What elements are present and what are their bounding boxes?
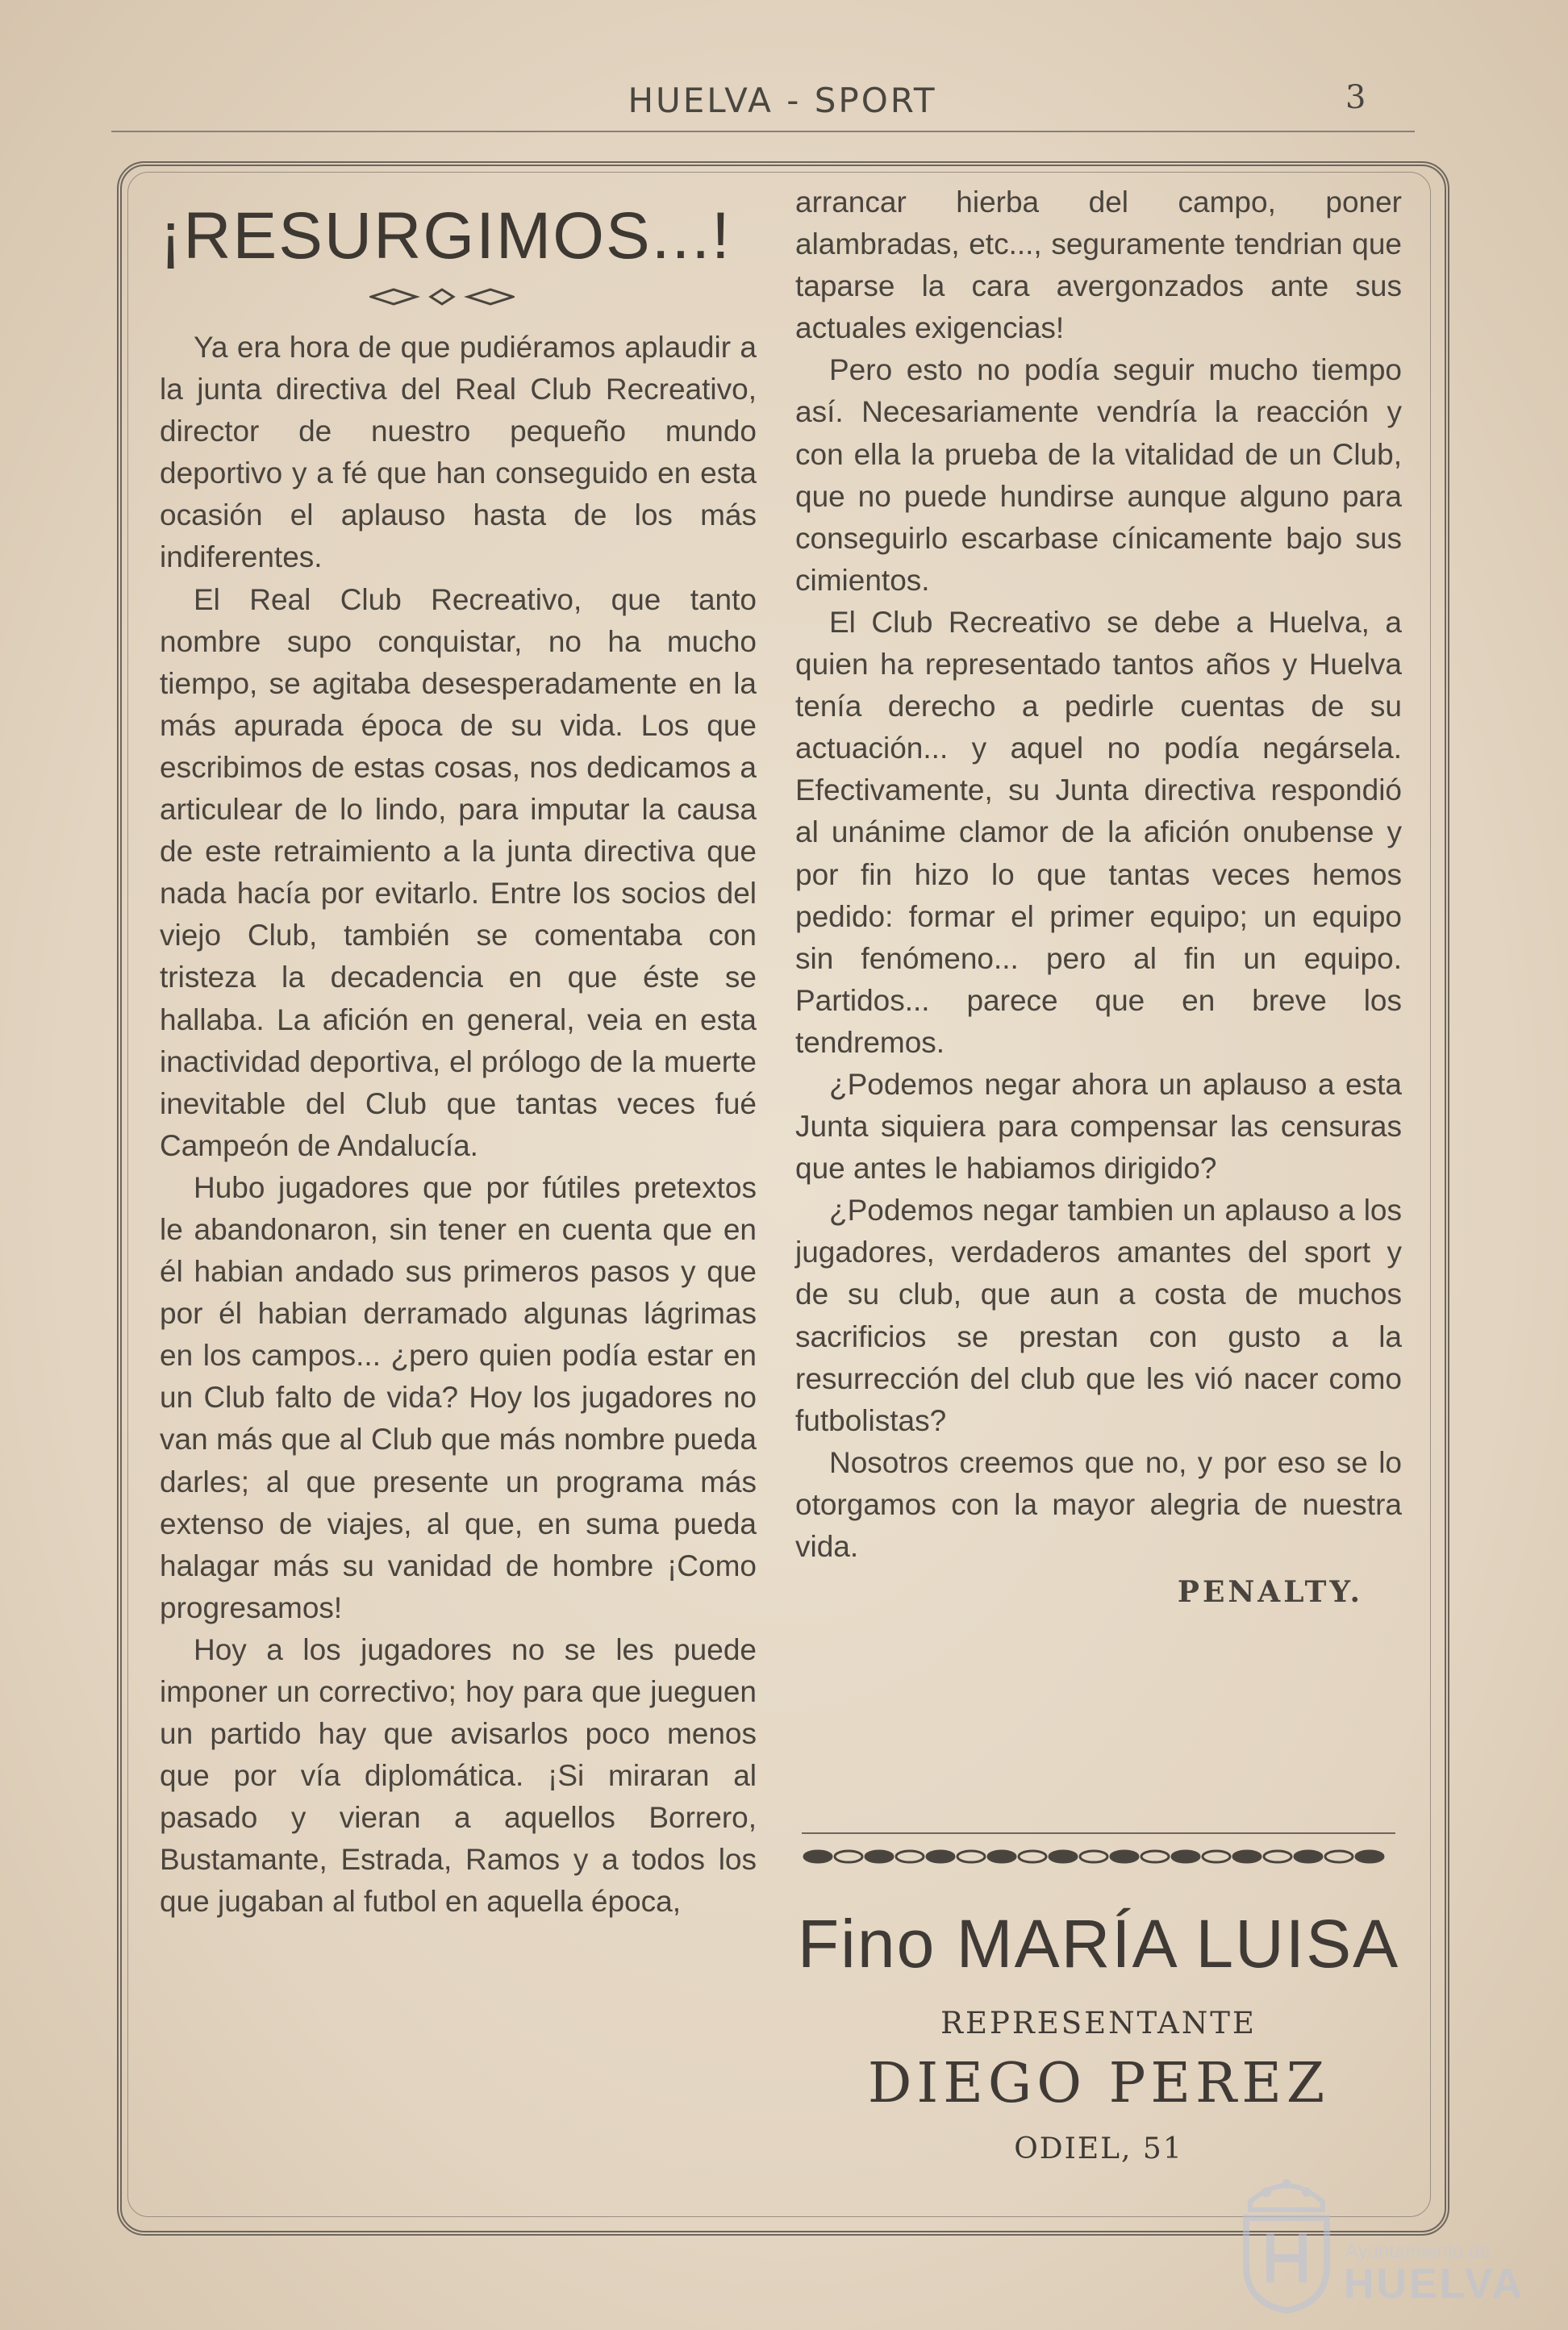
chain-link xyxy=(1233,1851,1261,1862)
chain-link xyxy=(1141,1851,1169,1862)
article-paragraph: ¿Podemos negar ahora un aplauso a esta Junta siquiera para compensar las censuras que antes le habiamos dirigido? xyxy=(795,1067,1402,1186)
chain-link xyxy=(1080,1851,1107,1862)
header-rule xyxy=(111,131,1415,132)
ad-representative-label: REPRESENTANTE xyxy=(940,2006,1257,2040)
advertisement xyxy=(795,1832,1402,2179)
chain-link xyxy=(988,1851,1015,1862)
chain-link xyxy=(804,1851,832,1862)
ornament-icon xyxy=(369,285,515,309)
article-paragraph: El Real Club Recreativo, que tanto nombre supo conquistar, no ha mucho tiempo, se agitaba desesperadamente en la más apurada época de su vida. Los que escribimos de estas cosas, nos dedicamos a articulear de lo lindo, para imputar la causa de este retraimiento a la junta directiva que nada hacía por evitarlo. Entre los socios del viejo Club, también se comentaba con tristeza la decadencia en que éste se hallaba. La afición en general, veia en esta inactividad deportiva, el prólogo de la muerte inevitable del Club que tantas veces fué Campeón de Andalucía. xyxy=(160,582,757,1162)
ad-top-rule xyxy=(802,1832,1395,1834)
chain-link xyxy=(1203,1851,1230,1862)
ad-representative-name: DIEGO PEREZ xyxy=(867,2052,1330,2115)
chain-link xyxy=(1172,1851,1199,1862)
ad-product-name: Fino MARÍA LUISA xyxy=(797,1906,1400,1982)
chain-link xyxy=(927,1851,954,1862)
ad-address: ODIEL, 51 xyxy=(1014,2132,1183,2165)
article-left-column xyxy=(160,181,757,1924)
article-paragraph: Pero esto no podía seguir mucho tiempo así. Necesariamente vendría la reacción y con ella la prueba de la vitalidad de un Club, que no puede hundirse aunque alguno para conseguirlo escarbase cínicamente bajo sus cimientos. xyxy=(795,353,1402,597)
municipal-watermark xyxy=(1234,2170,1525,2315)
article-signature: PENALTY. xyxy=(1177,1575,1363,1610)
chain-link xyxy=(835,1851,862,1862)
article-paragraph: Hoy a los jugadores no se les puede imponer un correctivo; hoy para que jueguen un partido hay que avisarlos poco menos que por vía diplomática. ¡Si miraran al pasado y vieran a aquellos Borrero, Bustamante, Estrada, Ramos y a todos los que jugaban al futbol en aquella época, xyxy=(160,1632,757,1919)
chain-link xyxy=(1356,1851,1383,1862)
chain-link xyxy=(1295,1851,1322,1862)
watermark-line-1: Ayuntamiento de xyxy=(1345,2240,1491,2262)
chain-link xyxy=(1264,1851,1291,1862)
article-paragraph: ¿Podemos negar tambien un aplauso a los jugadores, verdaderos amantes del sport y de su club, que aun a costa de muchos sacrificios se prestan con gusto a la resurrección del club que les vió nacer como futbolistas? xyxy=(795,1194,1402,1437)
chain-link xyxy=(1019,1851,1046,1862)
watermark-line-2: HUELVA xyxy=(1344,2261,1525,2307)
chain-link xyxy=(1049,1851,1077,1862)
crest-icon xyxy=(1234,2170,1339,2315)
chain-ornament-icon xyxy=(802,1844,1395,1869)
left-paragraphs xyxy=(160,327,757,1924)
chain-link xyxy=(1111,1851,1138,1862)
chain-link xyxy=(1325,1851,1353,1862)
running-head: HUELVA - SPORT xyxy=(628,81,937,120)
article-title: ¡RESURGIMOS...! xyxy=(160,199,732,273)
article-paragraph: Hubo jugadores que por fútiles pretextos le abandonaron, sin tener en cuenta que en él habian andado sus primeros pasos y que por él habian derramado algunas lágrimas en los campos... ¿pero quien podía estar en un Club falto de vida? Hoy los jugadores no van más que al Club que más nombre pueda darles; al que presente un programa más extenso de viajes, al que, en suma pueda halagar más su vanidad de hombre ¡Como progresamos! xyxy=(160,1170,757,1624)
article-paragraph: Nosotros creemos que no, y por eso se lo otorgamos con la mayor alegria de nuestra vida. xyxy=(795,1445,1402,1563)
chain-link xyxy=(957,1851,985,1862)
article-paragraph: El Club Recreativo se debe a Huelva, a quien ha representado tantos años y Huelva tenía derecho a pedirle cuentas de su actuación... y aquel no podía negársela. Efectivamente, su Junta directiva respondió al unánime clamor de la afición onubense y por fin hizo lo que tantas veces hemos pedido: formar el primer equipo; un equipo sin fenómeno... pero al fin un equipo. Partidos... parece que en breve los tendremos. xyxy=(795,605,1402,1059)
chain-link xyxy=(865,1851,893,1862)
page-number: 3 xyxy=(1345,79,1366,116)
right-paragraphs xyxy=(795,181,1402,1568)
article-paragraph: arrancar hierba del campo, poner alambradas, etc..., seguramente tendrian que taparse la cara avergonzados ante sus actuales exigencias! xyxy=(795,185,1402,345)
chain-link xyxy=(896,1851,924,1862)
article-right-column xyxy=(795,181,1402,1613)
article-paragraph: Ya era hora de que pudiéramos aplaudir a la junta directiva del Real Club Recreativo, director de nuestro pequeño mundo deportivo y a fé que han conseguido en esta ocasión el aplauso hasta de los más indiferentes. xyxy=(160,331,757,574)
